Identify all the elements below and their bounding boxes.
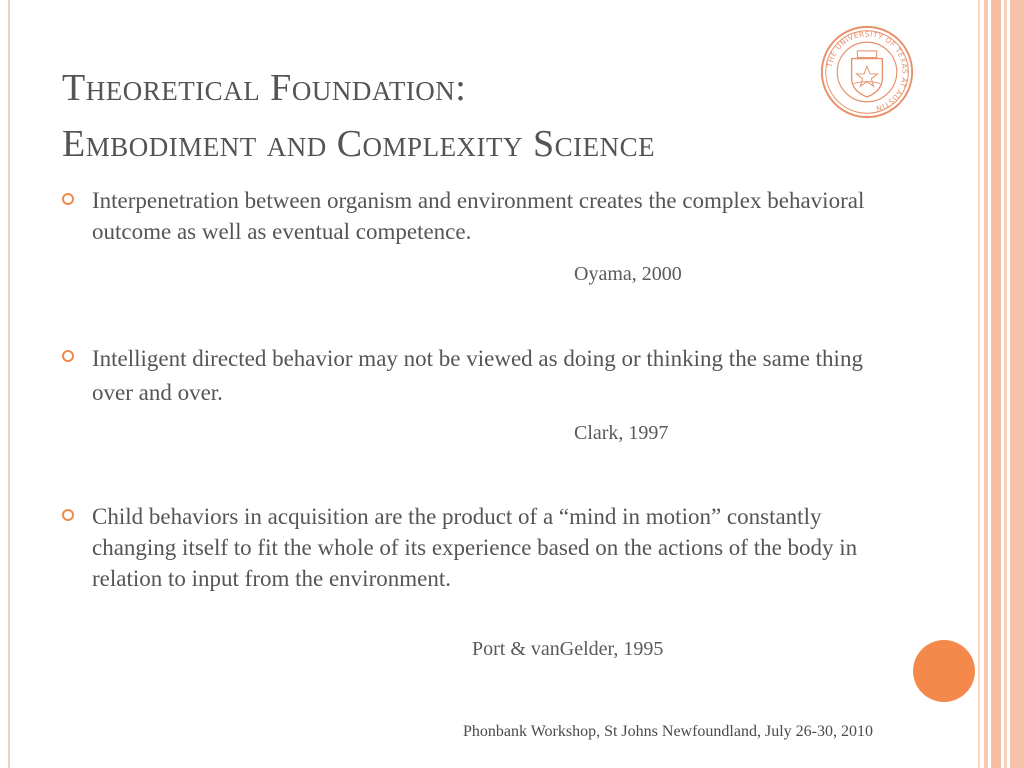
slide-title-line-1: Theoretical Foundation: (62, 67, 467, 109)
decorative-stripe (1010, 0, 1024, 768)
bullet-text: Child behaviors in acquisition are the product of a “mind in motion” constantly changing itself to fit the whole of its experience based on the actions of the body in relation to input from the environment. (92, 504, 858, 591)
bullet-text: Interpenetration between organism and environment creates the complex behavioral outcome as well as eventual competence. (92, 188, 865, 244)
bullet-circle-icon (62, 509, 74, 521)
bullet-circle-icon (62, 193, 74, 205)
decorative-stripe (984, 0, 988, 768)
slide-footer: Phonbank Workshop, St Johns Newfoundland, July 26-30, 2010 (463, 723, 873, 740)
seal-ring-text: THE UNIVERSITY OF TEXAS AT AUSTIN (824, 29, 910, 114)
slide-title (62, 60, 822, 172)
decorative-stripe (978, 0, 980, 768)
citation: Port & vanGelder, 1995 (472, 638, 664, 660)
citation: Oyama, 2000 (574, 263, 682, 285)
university-seal-icon (818, 24, 916, 120)
bullet-circle-icon (62, 350, 74, 362)
left-frame-line (8, 0, 10, 768)
bullet-text: Intelligent directed behavior may not be viewed as doing or thinking the same thing over and over. (92, 346, 863, 405)
decorative-stripe (1004, 0, 1007, 768)
decorative-stripe (991, 0, 1001, 768)
slide-title-line-2: Embodiment and Complexity Science (62, 123, 656, 165)
citation: Clark, 1997 (574, 422, 669, 444)
decorative-orange-circle (913, 640, 975, 702)
